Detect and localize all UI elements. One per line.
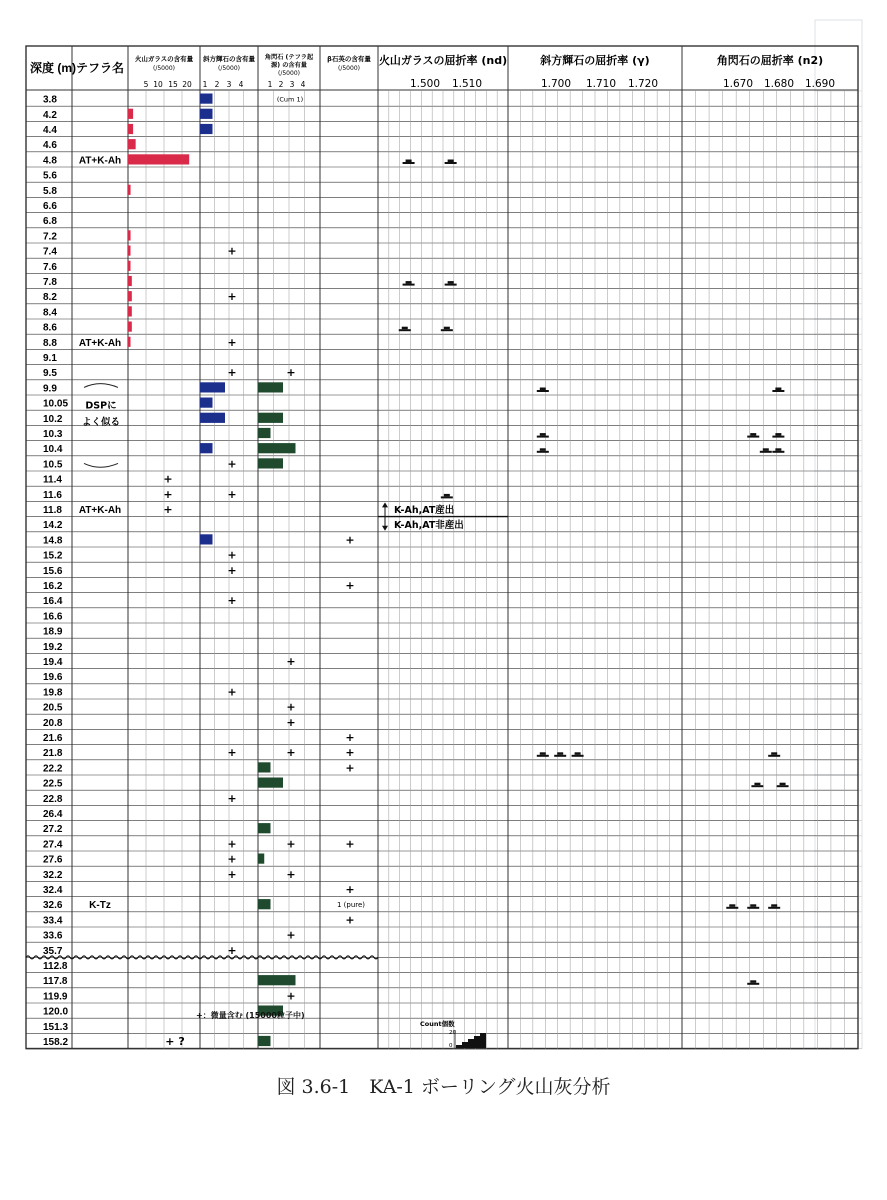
tick-label-ri-hbl: 1.690 — [804, 78, 836, 90]
tephra-name: K-Tz — [89, 900, 111, 912]
hbl-trace-mark: + — [286, 989, 296, 1003]
figure-caption: 図 3.6-1 KA-1 ボーリング火山灰分析 — [276, 1076, 611, 1098]
depth-label: 7.8 — [43, 277, 57, 288]
count-legend-step — [456, 1045, 462, 1048]
glass-bar — [128, 185, 131, 195]
quartz-trace-mark: + — [345, 579, 355, 592]
ri-hbl-histogram — [729, 904, 735, 907]
opx-bar — [200, 413, 225, 423]
glass-bar — [128, 230, 131, 240]
ri-hbl-histogram — [768, 907, 780, 909]
tick-label-ri-opx: 1.720 — [627, 78, 659, 90]
depth-label: 22.2 — [43, 763, 63, 775]
ri-glass-histogram — [445, 162, 457, 164]
ri-glass-histogram — [402, 327, 408, 330]
depth-label: 158.2 — [43, 1037, 69, 1048]
opx-trace-mark: + — [227, 563, 237, 577]
hbl-bar — [258, 413, 283, 423]
depth-label: 32.6 — [43, 900, 63, 912]
ri-opx-histogram — [575, 752, 581, 755]
hbl-trace-mark: + — [286, 715, 296, 729]
depth-label: 6.6 — [43, 201, 57, 212]
depth-label: 32.4 — [43, 885, 63, 896]
tick-label-ri-opx: 1.700 — [540, 78, 572, 90]
hbl-bar — [258, 778, 283, 788]
header-tephra: テフラ名 — [76, 61, 125, 75]
depth-label: 8.4 — [43, 307, 57, 319]
opx-bar — [200, 109, 213, 119]
depth-label: 19.8 — [43, 687, 63, 699]
depth-label: 21.6 — [43, 733, 63, 744]
opx-bar — [200, 534, 213, 544]
ri-hbl-histogram — [750, 433, 756, 436]
depth-label: 32.2 — [43, 869, 63, 881]
ri-hbl-histogram — [771, 752, 777, 755]
quartz-trace-mark: + — [345, 837, 355, 851]
depth-label: 15.6 — [43, 565, 63, 577]
hbl-cum-note: (Cum 1) — [276, 95, 304, 104]
ri-opx-histogram — [537, 436, 549, 438]
opx-trace-mark: + — [227, 457, 237, 471]
depth-label: 19.4 — [43, 657, 63, 668]
tephra-name: AT+K-Ah — [78, 337, 122, 349]
depth-label: 14.2 — [43, 520, 63, 532]
ri-hbl-histogram — [780, 783, 786, 786]
glass-bar — [128, 337, 131, 347]
ri-glass-histogram — [448, 281, 454, 284]
ri-hbl-histogram — [777, 785, 789, 787]
ri-glass-histogram — [445, 284, 457, 286]
opx-bar — [200, 398, 213, 408]
dsp-label-1: DSPに — [85, 400, 117, 412]
hbl-bar — [258, 975, 296, 985]
count-legend-step — [474, 1036, 480, 1048]
ri-opx-histogram — [540, 433, 546, 436]
depth-label: 33.6 — [43, 930, 63, 942]
depth-label: 119.9 — [43, 991, 68, 1003]
depth-label: 10.05 — [43, 398, 69, 410]
tick-label-glass: 15 — [168, 80, 178, 89]
quartz-pure-label: 1 (pure) — [336, 901, 366, 910]
ri-glass-histogram — [441, 496, 453, 498]
ri-hbl-histogram — [747, 983, 759, 985]
depth-label: 20.5 — [43, 702, 63, 714]
depth-label: 11.4 — [43, 474, 62, 486]
ri-hbl-histogram — [771, 904, 777, 907]
depth-label: 14.8 — [43, 535, 63, 547]
tick-label-hbl: 1 — [267, 80, 273, 89]
glass-bar — [128, 291, 132, 301]
hbl-bar — [258, 443, 296, 453]
depth-label: 27.2 — [43, 824, 63, 836]
ri-opx-histogram — [537, 390, 549, 392]
tick-label-ri-hbl: 1.670 — [722, 78, 754, 90]
ri-hbl-histogram — [772, 436, 784, 438]
tick-label-ri-glass: 1.510 — [451, 78, 483, 90]
depth-label: 16.6 — [43, 611, 63, 623]
ri-hbl-histogram — [750, 980, 756, 983]
opx-trace-mark: + — [227, 943, 237, 957]
header-ri-glass: 火山ガラスの屈折率 (nd) — [378, 54, 508, 67]
ri-glass-histogram — [406, 160, 412, 163]
kah-at-present-label: K-Ah,AT産出 — [394, 505, 455, 516]
depth-label: 10.5 — [43, 459, 63, 471]
hbl-bar — [258, 428, 271, 438]
header-hbl-a: 角閃石 (テフラ起 — [264, 54, 314, 61]
ri-glass-histogram — [399, 329, 411, 331]
depth-label: 8.2 — [43, 292, 57, 304]
header-hbl-b: 源) の含有量 — [271, 62, 307, 69]
tick-label-hbl: 2 — [278, 80, 284, 89]
ri-glass-histogram — [444, 327, 450, 330]
depth-label: 19.6 — [43, 672, 63, 684]
tephra-name: AT+K-Ah — [78, 155, 122, 167]
hbl-trace-mark: + — [286, 746, 296, 760]
quartz-trace-mark: + — [345, 883, 355, 896]
tick-label-glass: 20 — [182, 80, 192, 89]
count-legend-min: 0 — [449, 1043, 453, 1049]
header-ri-opx: 斜方輝石の屈折率 (γ) — [540, 54, 650, 67]
ri-hbl-histogram — [775, 448, 781, 451]
opx-bar — [200, 382, 225, 392]
tick-label-glass: 5 — [143, 80, 149, 89]
depth-label: 11.6 — [43, 489, 62, 501]
depth-label: 6.8 — [43, 216, 57, 228]
depth-label: 27.6 — [43, 854, 63, 866]
ri-opx-histogram — [540, 448, 546, 451]
ri-hbl-histogram — [775, 433, 781, 436]
header-glass-unit: (/5000) — [153, 65, 175, 72]
ri-opx-histogram — [557, 752, 563, 755]
opx-trace-mark: + — [227, 366, 237, 380]
count-legend-max: 20 — [449, 1030, 456, 1036]
depth-label: 15.2 — [43, 550, 63, 562]
hbl-bar — [258, 762, 271, 772]
depth-label: 3.8 — [43, 94, 57, 106]
hbl-trace-mark: + — [286, 700, 296, 714]
tick-label-opx: 4 — [238, 80, 244, 89]
ri-opx-histogram — [554, 755, 566, 757]
tick-label-ri-glass: 1.500 — [409, 78, 441, 90]
opx-trace-mark: + — [227, 244, 237, 258]
depth-label: 9.1 — [43, 353, 57, 364]
tick-label-hbl: 4 — [300, 80, 306, 89]
ri-opx-histogram — [540, 388, 546, 391]
depth-label: 16.2 — [43, 581, 63, 592]
hbl-bar — [258, 382, 283, 392]
ri-hbl-histogram — [747, 907, 759, 909]
hbl-trace-mark: + — [286, 928, 296, 942]
depth-label: 21.8 — [43, 748, 63, 760]
opx-trace-mark: + — [227, 548, 237, 562]
hbl-trace-mark: + — [286, 837, 296, 851]
depth-label: 9.5 — [43, 368, 57, 380]
header-quartz-unit: (/5000) — [338, 65, 360, 72]
glass-trace-mark: + — [163, 503, 173, 516]
header-glass: 火山ガラスの含有量 — [134, 55, 194, 63]
header-ri-hbl: 角閃石の屈折率 (n2) — [716, 54, 824, 67]
depth-label: 7.2 — [43, 231, 57, 243]
opx-bar — [200, 443, 213, 453]
ri-hbl-histogram — [772, 390, 784, 392]
depth-label: 117.8 — [43, 976, 68, 988]
depth-label: 10.4 — [43, 444, 63, 456]
opx-trace-mark: + — [227, 487, 237, 501]
header-hbl-unit: (/5000) — [278, 70, 300, 77]
ri-hbl-histogram — [751, 785, 763, 787]
depth-label: 7.6 — [43, 261, 57, 273]
glass-bar — [128, 306, 132, 316]
opx-trace-mark: + — [227, 852, 237, 866]
dsp-label-2: よく似る — [81, 416, 121, 428]
depth-label: 16.4 — [43, 596, 63, 608]
hbl-bar — [258, 899, 271, 909]
depth-label: 8.8 — [43, 337, 57, 349]
opx-trace-mark: + — [227, 867, 237, 881]
depth-label: 11.8 — [43, 505, 62, 516]
tick-label-opx: 3 — [226, 80, 232, 89]
tick-label-hbl: 3 — [289, 80, 295, 89]
hbl-bar — [258, 458, 283, 468]
depth-label: 4.6 — [43, 140, 57, 152]
depth-label: 4.4 — [43, 125, 57, 136]
ri-hbl-histogram — [760, 451, 772, 453]
quartz-trace-mark: + — [345, 761, 355, 775]
opx-trace-mark: + — [227, 685, 237, 699]
glass-bar — [128, 154, 189, 164]
ri-hbl-histogram — [750, 904, 756, 907]
tick-label-glass: 10 — [153, 80, 163, 89]
tephra-name: AT+K-Ah — [78, 505, 122, 516]
glass-bar — [128, 276, 132, 286]
depth-label: 26.4 — [43, 809, 63, 820]
ri-opx-histogram — [540, 752, 546, 755]
ri-glass-histogram — [448, 160, 454, 163]
hbl-bar — [258, 1036, 271, 1046]
header-quartz: β石英の含有量 — [327, 55, 371, 63]
depth-label: 22.8 — [43, 793, 63, 805]
depth-label: 112.8 — [43, 961, 68, 972]
depth-label: 27.4 — [43, 839, 63, 851]
ri-opx-histogram — [537, 755, 549, 757]
kah-at-absent-label: K-Ah,AT非産出 — [394, 520, 464, 532]
opx-trace-mark: + — [227, 290, 237, 304]
depth-label: 33.4 — [43, 915, 63, 927]
depth-label: 5.8 — [43, 185, 57, 197]
depth-label: 35.7 — [43, 945, 63, 957]
glass-bar — [128, 322, 132, 332]
ri-hbl-histogram — [775, 388, 781, 391]
hbl-trace-mark: + — [286, 867, 296, 881]
depth-label: 10.2 — [43, 413, 63, 425]
ri-glass-histogram — [444, 494, 450, 497]
glass-bar — [128, 109, 133, 119]
depth-label: 22.5 — [43, 778, 63, 790]
depth-label: 18.9 — [43, 626, 63, 638]
depth-label: 7.4 — [43, 246, 57, 258]
ri-glass-histogram — [441, 329, 453, 331]
quartz-trace-mark: + — [345, 746, 355, 760]
trace-legend-note: +：微量含む (15000粒子中) — [196, 1011, 305, 1020]
hbl-trace-mark: + — [286, 366, 296, 380]
depth-label: 10.3 — [43, 429, 63, 440]
count-legend-label: Count個数 — [420, 1020, 455, 1028]
opx-trace-mark: + — [227, 791, 237, 805]
opx-trace-mark: + — [227, 746, 237, 760]
glass-bar — [128, 124, 133, 134]
glass-trace-uncertain: + ? — [165, 1035, 185, 1048]
hbl-bar — [258, 823, 271, 833]
opx-bar — [200, 94, 213, 104]
ri-opx-histogram — [572, 755, 584, 757]
ri-hbl-histogram — [754, 783, 760, 786]
ri-hbl-histogram — [763, 448, 769, 451]
opx-trace-mark: + — [227, 335, 237, 349]
count-legend-step — [468, 1039, 474, 1048]
count-legend-step — [480, 1033, 486, 1048]
count-legend-step — [462, 1042, 468, 1048]
glass-trace-mark: + — [163, 472, 173, 486]
tick-label-ri-hbl: 1.680 — [763, 78, 795, 90]
glass-bar — [128, 261, 131, 271]
depth-label: 9.9 — [43, 383, 57, 395]
depth-label: 19.2 — [43, 641, 63, 653]
depth-label: 20.8 — [43, 717, 63, 729]
header-opx: 斜方輝石の含有量 — [203, 55, 255, 63]
glass-bar — [128, 246, 131, 256]
header-opx-unit: (/5000) — [218, 65, 240, 72]
ri-opx-histogram — [537, 451, 549, 453]
ri-glass-histogram — [403, 162, 415, 164]
depth-label: 4.2 — [43, 109, 57, 121]
hbl-bar — [258, 854, 264, 864]
ri-hbl-histogram — [726, 907, 738, 909]
header-depth: 深度 (m) — [30, 61, 76, 75]
opx-trace-mark: + — [227, 837, 237, 851]
glass-bar — [128, 139, 136, 149]
opx-trace-mark: + — [227, 594, 237, 608]
ri-hbl-histogram — [747, 436, 759, 438]
ri-glass-histogram — [403, 284, 415, 286]
depth-label: 4.8 — [43, 155, 57, 167]
depth-label: 120.0 — [43, 1006, 69, 1018]
depth-label: 151.3 — [43, 1021, 69, 1033]
ri-hbl-histogram — [772, 451, 784, 453]
tick-label-ri-opx: 1.710 — [585, 78, 617, 90]
quartz-trace-mark: + — [345, 913, 355, 927]
hbl-trace-mark: + — [286, 655, 296, 668]
tick-label-opx: 2 — [214, 80, 220, 89]
opx-bar — [200, 124, 213, 134]
quartz-trace-mark: + — [345, 533, 355, 547]
depth-label: 8.6 — [43, 322, 57, 334]
glass-trace-mark: + — [163, 487, 173, 501]
tick-label-opx: 1 — [202, 80, 208, 89]
ri-hbl-histogram — [768, 755, 780, 757]
quartz-trace-mark: + — [345, 731, 355, 744]
depth-label: 5.6 — [43, 170, 57, 182]
ri-glass-histogram — [406, 281, 412, 284]
